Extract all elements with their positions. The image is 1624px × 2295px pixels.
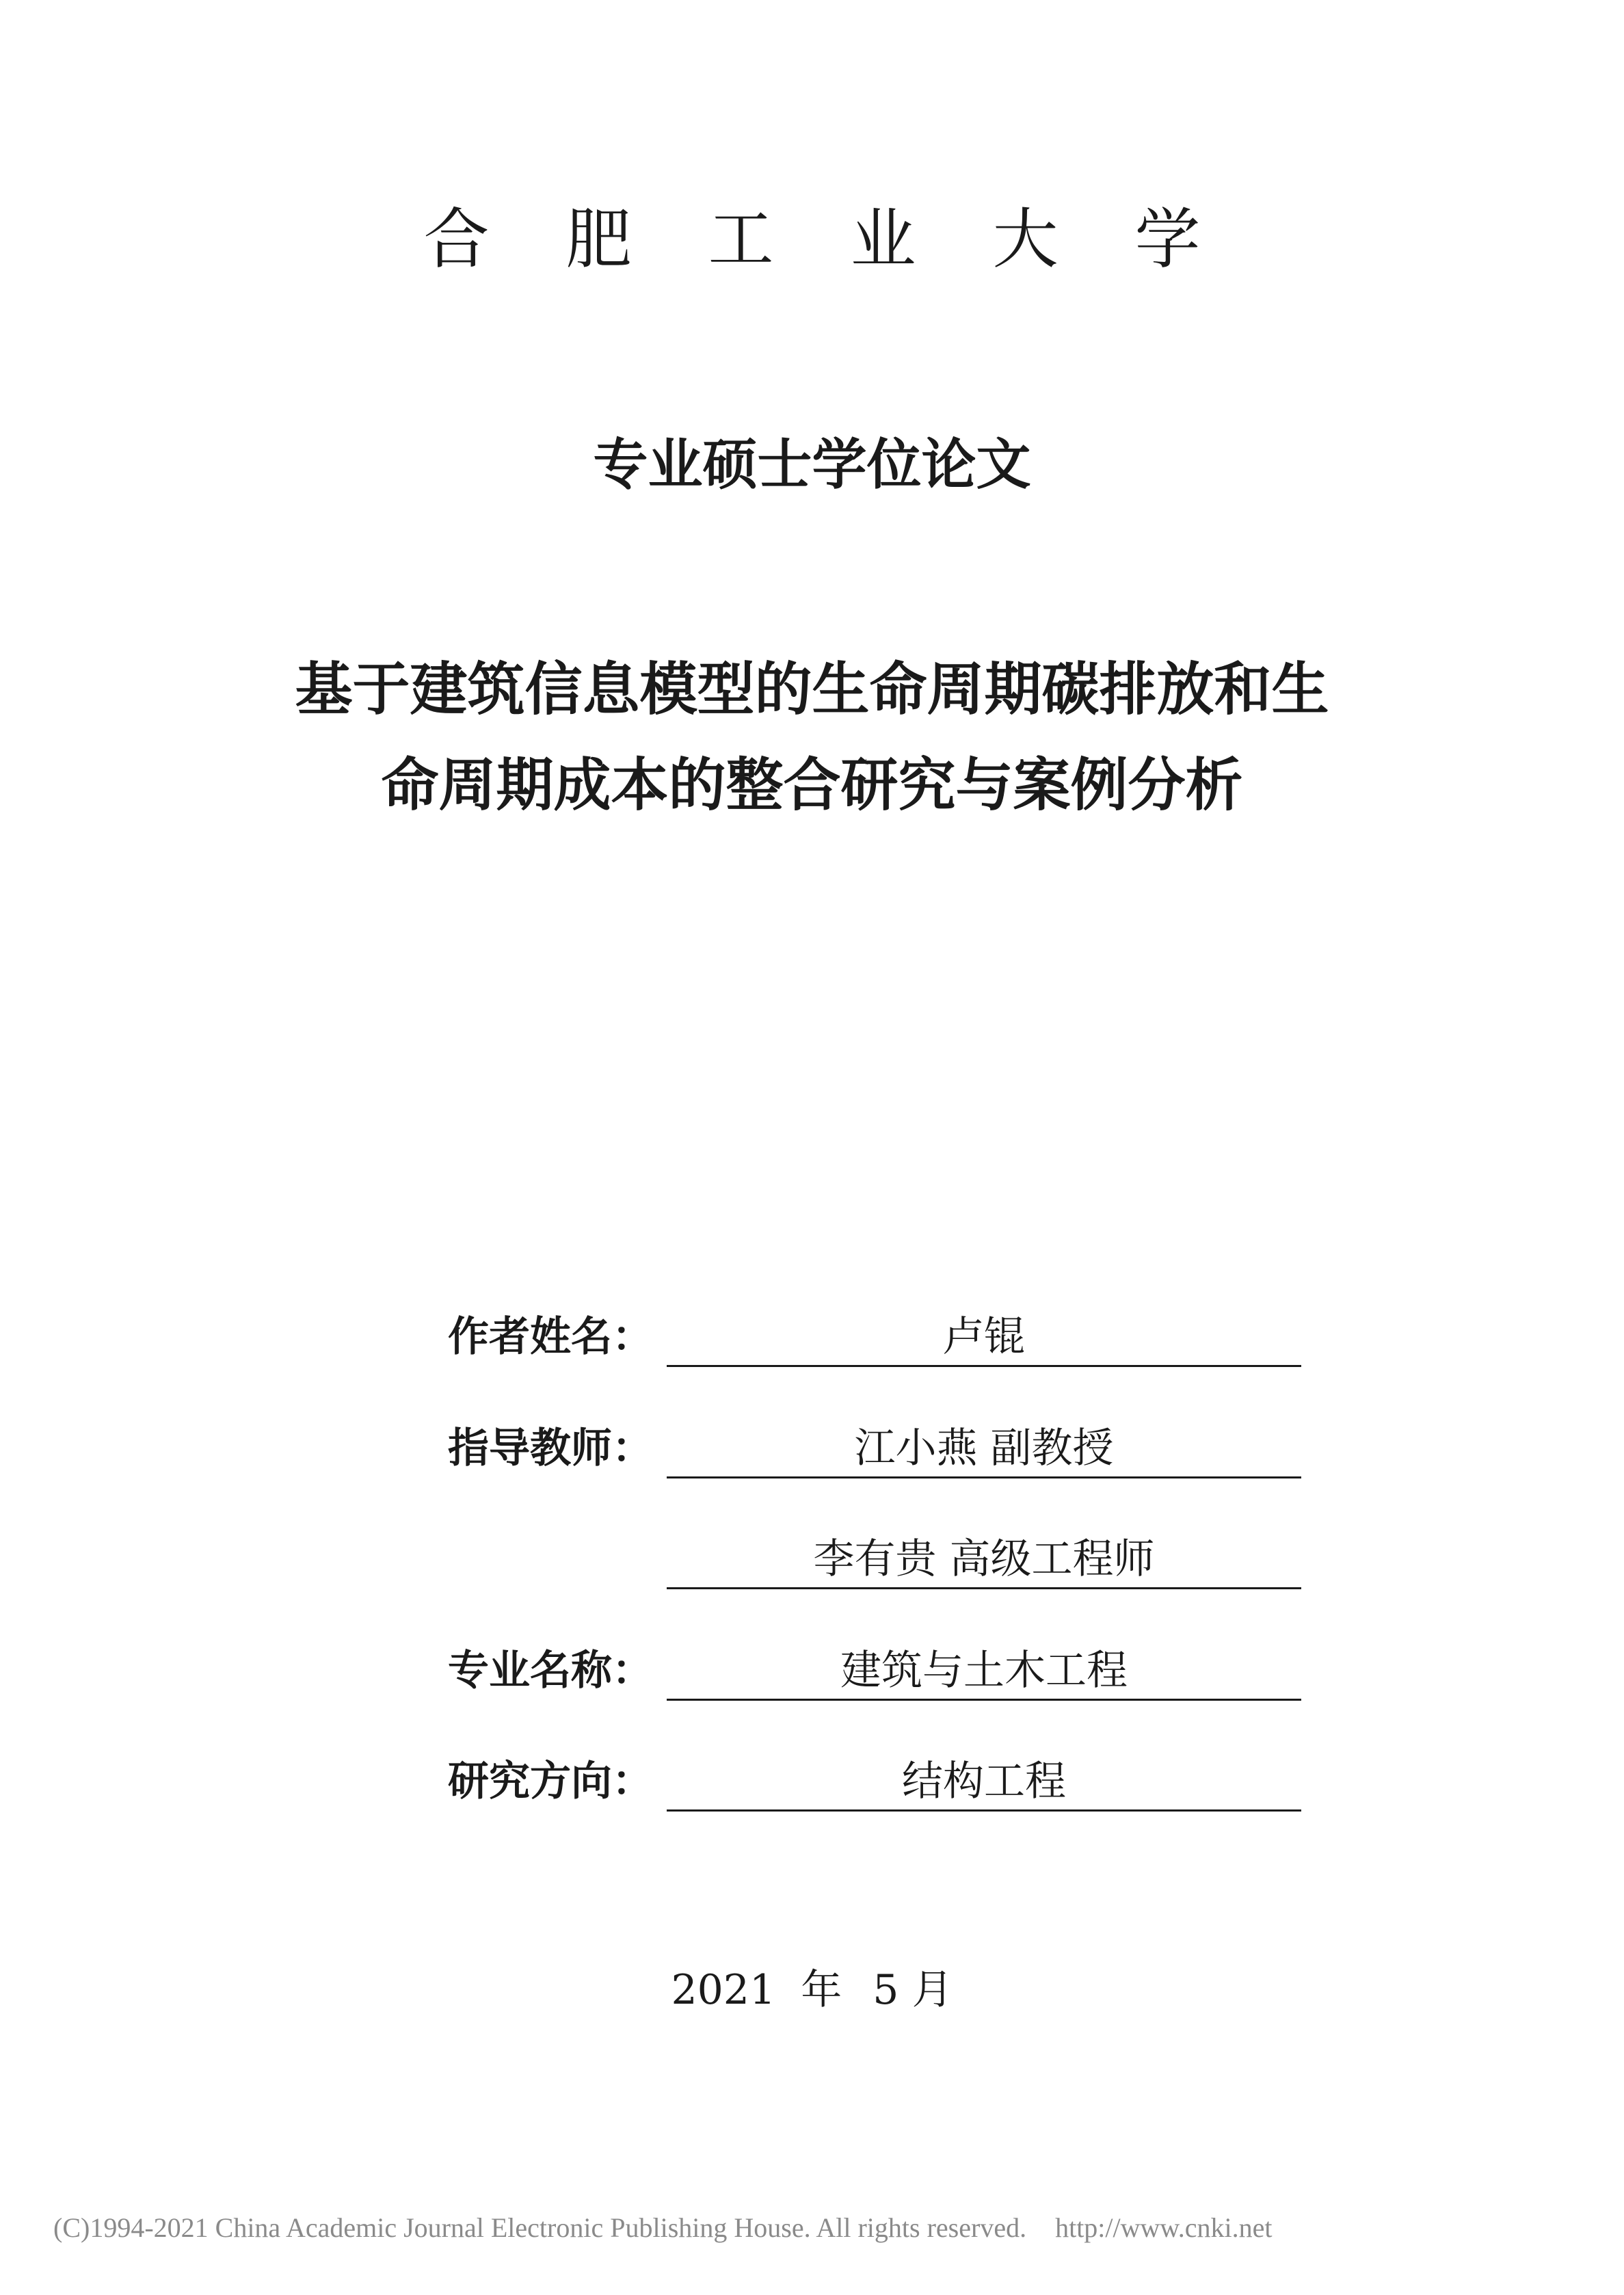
author-row [0, 1299, 1624, 1375]
major-row [0, 1633, 1624, 1708]
research-direction-label: 研究方向： [448, 1757, 653, 1805]
major-value: 建筑与土木工程 [667, 1633, 1301, 1701]
advisor-row-2 [0, 1522, 1624, 1597]
date-year-unit: 年 [801, 1966, 842, 2014]
date-year: 2021 [671, 1966, 776, 2014]
thesis-title [0, 641, 1624, 833]
university-name: 合肥工业大学 [423, 201, 1277, 278]
major-label: 专业名称： [448, 1647, 653, 1695]
research-direction-row [0, 1744, 1624, 1819]
date-month-unit: 月 [911, 1966, 953, 2014]
thesis-title-line-1: 基于建筑信息模型的生命周期碳排放和生 [295, 656, 1329, 723]
cnki-url: http://www.cnki.net [1055, 2212, 1273, 2243]
date-month: 5 [873, 1966, 899, 2014]
author-value: 卢锟 [667, 1299, 1301, 1367]
advisor-value-1: 江小燕 副教授 [667, 1411, 1301, 1478]
author-label: 作者姓名： [448, 1313, 653, 1361]
degree-type-heading: 专业硕士学位论文 [593, 433, 1031, 496]
submission-date [0, 1959, 1624, 2021]
copyright-text: (C)1994-2021 China Academic Journal Electronic Publishing House. All rights reserved. [53, 2212, 1027, 2243]
thesis-title-line-2: 命周期成本的整合研究与案例分析 [381, 752, 1243, 819]
advisor-label: 指导教师： [448, 1424, 653, 1472]
advisor-row [0, 1411, 1624, 1486]
advisor-value-2: 李有贵 高级工程师 [667, 1522, 1301, 1589]
copyright-footer [53, 2207, 1272, 2248]
research-direction-value: 结构工程 [667, 1744, 1301, 1812]
